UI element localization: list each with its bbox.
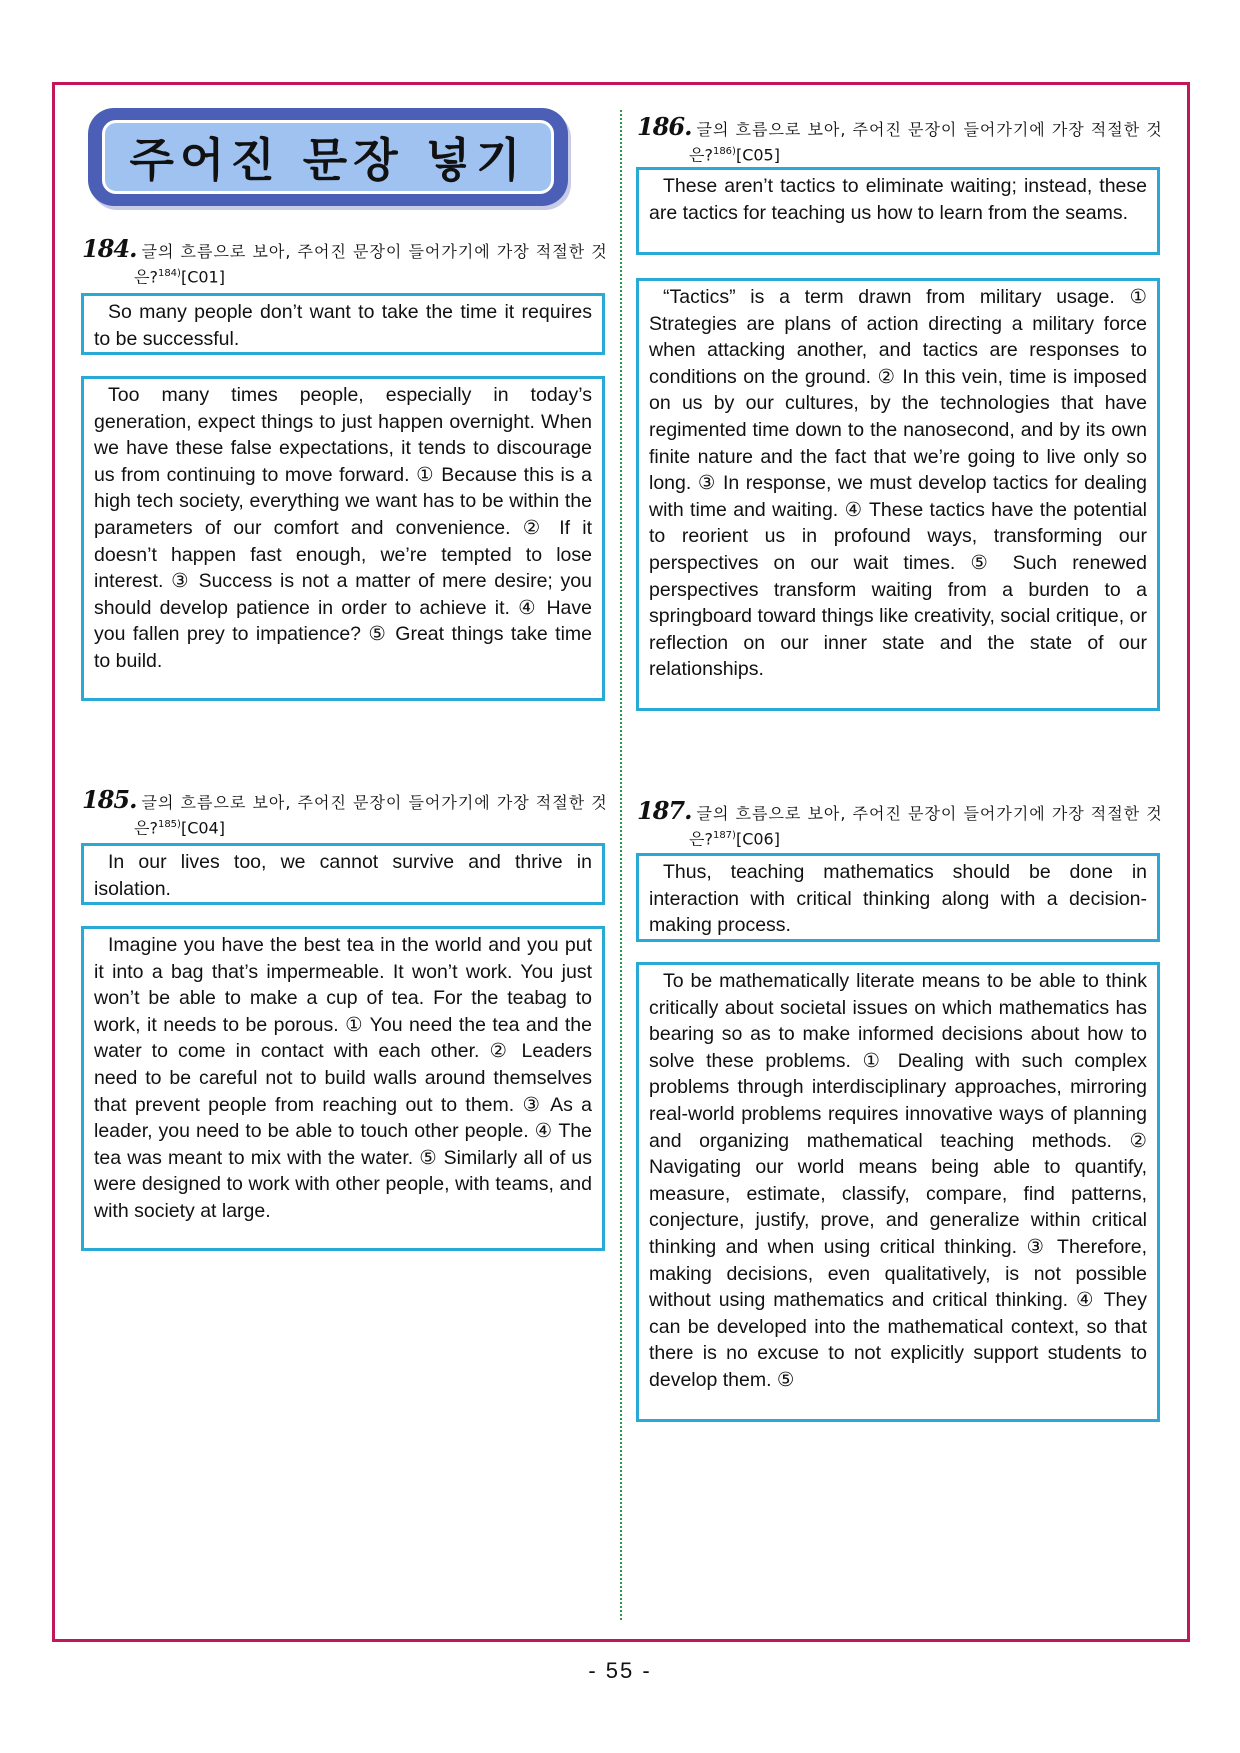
page-number: - 55 - [588,1658,652,1683]
question-code-line [637,141,1167,166]
question-prompt-end: 은? [134,267,158,287]
question-prompt-end: 은? [689,829,713,849]
question-code-line [637,825,1167,850]
question-code-line [82,263,612,288]
question-number: 184. [82,234,137,263]
passage-text: “Tactics” is a term drawn from military usage. ① Strategies are plans of action directing a military force when attacking another, and tactics are responses to conditions on the ground. ② In this vein, time is imposed on us by our cultures, by the technologies that have regimented time down to the nanosecond, and by its own finite nature and the fact that we’re going to live only so long. ③ In response, we must develop tactics for dealing with time and waiting. ④ These tactics have the potential to reorient us in profound ways, transforming our perspectives on our wait times. ⑤ Such renewed perspectives transform waiting from a burden to a springboard toward things like creativity, social critique, or reflection on our inner state and the state of our relationships. [649,286,1147,681]
section-title-banner [88,108,568,206]
passage-box-185 [81,926,605,1251]
footnote-marker: 187) [712,830,736,841]
given-sentence-box-186 [636,167,1160,255]
question-prompt: 글의 흐름으로 보아, 주어진 문장이 들어가기에 가장 적절한 것 [696,120,1163,139]
passage-box-187 [636,962,1160,1422]
passage-box-184 [81,376,605,701]
question-187-header [637,796,1167,850]
passage-text: Imagine you have the best tea in the world and you put it into a bag that’s impermeable. It won’t work. You just won’t be able to make a cup of tea. For the teabag to work, it needs to be porous. ① You need the tea and the water to come in contact with each other. ② Leaders need to be careful not to build walls around themselves that prevent people from reaching out to them. ③ As a leader, you need to be able to touch other people. ④ The tea was meant to mix with the water. ⑤ Similarly all of us were designed to work with other people, with teams, and with society at large. [94,934,592,1222]
question-number: 185. [82,785,137,814]
passage-box-186 [636,278,1160,711]
question-code: [C01] [180,267,225,287]
question-number: 186. [637,112,692,141]
question-code: [C04] [180,818,225,838]
given-sentence-box-184 [81,293,605,355]
question-prompt-end: 은? [134,818,158,838]
question-186-header [637,112,1167,166]
section-title: 주어진 문장 넣기 [129,133,527,187]
question-code: [C06] [735,829,780,849]
question-prompt-end: 은? [689,145,713,165]
question-code-line [82,814,612,839]
question-185-header [82,785,612,839]
question-prompt: 글의 흐름으로 보아, 주어진 문장이 들어가기에 가장 적절한 것 [141,793,608,812]
question-code: [C05] [735,145,780,165]
given-sentence: In our lives too, we cannot survive and thrive in isolation. [94,851,592,900]
given-sentence: Thus, teaching mathematics should be done in interaction with critical thinking along with a decision-making process. [649,861,1147,937]
question-prompt: 글의 흐름으로 보아, 주어진 문장이 들어가기에 가장 적절한 것 [696,804,1163,823]
footnote-marker: 185) [157,819,181,830]
question-184-header [82,234,612,288]
passage-text: Too many times people, especially in today’s generation, expect things to just happen overnight. When we have these false expectations, it tends to discourage us from continuing to move forward. ① Because this is a high tech society, everything we want has to be within the parameters of our comfort and convenience. ② If it doesn’t happen fast enough, we’re tempted to lose interest. ③ Success is not a matter of mere desire; you should develop patience in order to achieve it. ④ Have you fallen prey to impatience? ⑤ Great things take time to build. [94,384,592,672]
given-sentence-box-187 [636,853,1160,942]
passage-text: To be mathematically literate means to be able to think critically about societal issues on which mathematics has bearing so as to make informed decisions about how to solve these problems. ① Dealing with such complex problems through interdisciplinary approaches, mirroring real-world problems requires innovative ways of planning and organizing mathematical teaching methods. ② Navigating our world means being able to quantify, measure, estimate, classify, compare, find patterns, conjecture, justify, prove, and generalize within critical thinking and when using critical thinking. ③ Therefore, making decisions, even qualitatively, is not possible without using mathematics and critical thinking. ④ They can be developed into the mathematical context, so that there is no excuse to not explicitly support students to develop them. ⑤ [649,970,1147,1391]
given-sentence: These aren’t tactics to eliminate waiting; instead, these are tactics for teaching us how to learn from the seams. [649,175,1147,224]
footnote-marker: 184) [157,268,181,279]
given-sentence-box-185 [81,843,605,905]
question-number: 187. [637,796,692,825]
question-prompt: 글의 흐름으로 보아, 주어진 문장이 들어가기에 가장 적절한 것 [141,242,608,261]
given-sentence: So many people don’t want to take the time it requires to be successful. [94,301,592,350]
section-title-inner [102,120,554,194]
footnote-marker: 186) [712,146,736,157]
column-divider [620,110,622,1620]
